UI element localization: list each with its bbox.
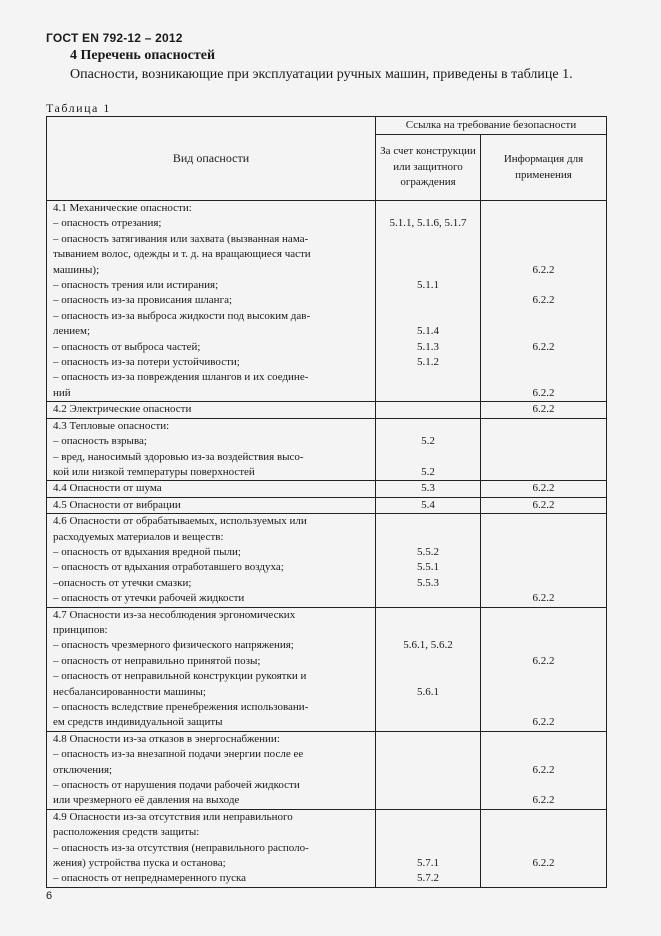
cell-line: – опасность взрыва; [53,435,147,448]
cell-line: 5.7.1 [417,857,439,870]
cell-line [481,434,606,449]
cell-line: 6.2.2 [532,340,555,353]
cell-line [481,732,606,747]
cell-line [376,654,480,669]
cell-line [376,810,480,825]
cell-line: тыванием волос, одежды и т. д. на вращающиеся части [53,248,311,261]
cell-line: 6.2.2 [532,654,555,667]
table-body [47,201,607,888]
info-ref-cell [481,418,607,481]
table-row [47,481,607,497]
cell-line [481,278,606,293]
cell-line: 6.2.2 [532,386,555,399]
cell-line [481,355,606,370]
cell-line [481,778,606,793]
table-row [47,402,607,418]
cell-line [481,638,606,653]
cell-line [481,871,606,886]
design-ref-cell [376,402,481,418]
cell-line [481,465,606,480]
cell-line [481,514,606,529]
page-number: 6 [46,890,53,902]
table-row [47,514,607,607]
table-row [47,418,607,481]
cell-line: – опасность от неправильно принятой позы; [53,654,261,667]
hazard-cell [47,607,376,731]
design-ref-cell [376,514,481,607]
cell-line: 6.2.2 [532,263,555,276]
cell-line: – опасность от непреднамеренного пуска [53,872,247,885]
cell-line: – опасность отрезания; [53,217,162,230]
cell-line: 4.8 Опасности из-за отказов в энергоснабжении: [53,732,280,745]
hazard-cell [47,201,376,402]
cell-line: 5.1.1, 5.1.6, 5.1.7 [389,217,467,230]
cell-line: 5.7.2 [417,872,439,885]
cell-line: – опасность от вдыхания вредной пыли; [53,545,241,558]
cell-line [481,530,606,545]
cell-line [376,530,480,545]
cell-line: – опасность из-за выброса жидкости под высоким дав- [53,309,311,322]
cell-line [376,293,480,308]
cell-line [481,324,606,339]
info-ref-cell [481,607,607,731]
table-row [47,201,607,402]
cell-line: кой или низкой температуры поверхностей [53,465,255,478]
cell-line: 4.2 Электрические опасности [53,403,192,416]
hazard-cell [47,809,376,887]
cell-line: – опасность от неправильной конструкции рукоятки и [53,670,307,683]
table-caption: Таблица 1 [46,101,111,115]
design-ref-cell [376,607,481,731]
cell-line: 5.6.1, 5.6.2 [403,639,453,652]
cell-line [481,608,606,623]
cell-line: несбалансированности машины; [53,685,206,698]
info-ref-cell [481,481,607,497]
cell-line: 5.1.2 [417,355,439,368]
cell-line: 5.5.1 [417,561,439,574]
header-info: Информация для применения [481,135,607,201]
cell-line: – опасность из-за отсутствия (неправильного располо- [53,841,309,854]
design-ref-cell [376,497,481,513]
cell-line: 4.1 Механические опасности: [53,202,192,214]
cell-line: 6.2.2 [532,294,555,307]
cell-line: жения) устройства пуска и останова; [53,857,226,870]
cell-line [376,778,480,793]
cell-line: 4.6 Опасности от обрабатываемых, используемых или [53,515,307,528]
hazard-cell [47,497,376,513]
cell-line: расходуемых материалов и веществ: [53,530,224,543]
cell-line [481,309,606,324]
cell-line [376,514,480,529]
hazard-cell [47,514,376,607]
cell-line [481,825,606,840]
cell-line [376,419,480,434]
info-ref-cell [481,514,607,607]
design-ref-cell [376,481,481,497]
cell-line [481,700,606,715]
cell-line: 5.5.2 [417,545,439,558]
cell-line: 6.2.2 [532,403,555,416]
design-ref-cell [376,809,481,887]
cell-line [376,370,480,385]
cell-line: – опасность из-за внезапной подачи энергии после ее [53,748,304,761]
hazard-cell [47,731,376,809]
cell-line: отключения; [53,763,113,776]
cell-line: – опасность трения или истирания; [53,279,219,292]
intro-paragraph: Опасности, возникающие при эксплуатации ручных машин, приведены в таблице 1. [70,67,573,82]
cell-line [376,309,480,324]
cell-line [376,841,480,856]
cell-line: 5.4 [421,498,435,511]
cell-line [481,370,606,385]
cell-line: – опасность из-за потери устойчивости; [53,356,240,369]
cell-line [481,247,606,262]
cell-line: ний [53,386,71,399]
cell-line: – опасность из-за повреждения шлангов и их соедине- [53,371,309,384]
cell-line: 6.2.2 [532,763,555,776]
cell-line [376,402,480,417]
cell-line: 6.2.2 [532,794,555,807]
cell-line [481,623,606,638]
cell-line [376,247,480,262]
cell-line: 4.3 Тепловые опасности: [53,419,170,432]
cell-line [481,201,606,216]
cell-line: – опасность затягивания или захвата (вызванная нама- [53,232,309,245]
cell-line: – вред, наносимый здоровью из-за воздействия высо- [53,450,304,463]
section-title: 4 Перечень опасностей [70,48,216,63]
cell-line: – опасность от вдыхания отработавшего воздуха; [53,561,284,574]
cell-line [376,591,480,606]
cell-line: 5.6.1 [417,685,439,698]
cell-line: 5.3 [421,482,435,495]
cell-line [376,763,480,778]
cell-line: принципов: [53,623,108,636]
cell-line: 6.2.2 [532,857,555,870]
cell-line: –опасность от утечки смазки; [53,576,192,589]
cell-line: – опасность из-за провисания шланга; [53,294,233,307]
cell-line [376,263,480,278]
cell-line [376,793,480,808]
cell-line [481,419,606,434]
cell-line [481,545,606,560]
cell-line: 6.2.2 [532,592,555,605]
cell-line [481,232,606,247]
cell-line: 5.1.4 [417,325,439,338]
cell-line: – опасность от выброса частей; [53,340,201,353]
design-ref-cell [376,731,481,809]
cell-line: 4.7 Опасности из-за несоблюдения эргономических [53,608,296,621]
header-design: За счет конструкции или защитного ограждения [376,135,481,201]
cell-line [376,608,480,623]
cell-line [481,576,606,591]
hazard-cell [47,402,376,418]
cell-line [481,841,606,856]
cell-line [481,685,606,700]
cell-line: 5.5.3 [417,576,439,589]
cell-line [376,232,480,247]
cell-line: – опасность от нарушения подачи рабочей жидкости [53,779,300,792]
cell-line [481,747,606,762]
cell-line: 6.2.2 [532,498,555,511]
cell-line: 4.5 Опасности от вибрации [53,498,181,511]
cell-line: 5.2 [421,465,435,478]
cell-line: – опасность от утечки рабочей жидкости [53,592,245,605]
cell-line [376,201,480,216]
hazard-cell [47,481,376,497]
cell-line [481,560,606,575]
info-ref-cell [481,809,607,887]
cell-line [376,747,480,762]
cell-line: 4.4 Опасности от шума [53,482,162,495]
table-row [47,731,607,809]
cell-line: 6.2.2 [532,482,555,495]
header-safety-reference: Ссылка на требование безопасности [376,117,607,135]
cell-line: 6.2.2 [532,716,555,729]
cell-line: 5.1.3 [417,340,439,353]
cell-line [481,810,606,825]
cell-line [481,216,606,231]
cell-line: ем средств индивидуальной защиты [53,716,223,729]
cell-line [376,386,480,401]
cell-line: 5.1.1 [417,278,439,291]
hazards-table [46,116,607,888]
cell-line: 5.2 [421,435,435,448]
info-ref-cell [481,201,607,402]
cell-line [481,669,606,684]
cell-line [376,449,480,464]
standard-code: ГОСТ EN 792-12 – 2012 [46,31,183,45]
cell-line: машины); [53,263,100,276]
header-hazard-type: Вид опасности [47,117,376,201]
design-ref-cell [376,418,481,481]
cell-line: – опасность чрезмерного физического напряжения; [53,639,294,652]
hazard-cell [47,418,376,481]
cell-line: расположения средств защиты: [53,826,200,839]
cell-line [376,825,480,840]
info-ref-cell [481,731,607,809]
table-row [47,607,607,731]
cell-line: лением; [53,325,91,338]
table-row [47,809,607,887]
cell-line [376,732,480,747]
table-row [47,497,607,513]
cell-line [376,700,480,715]
cell-line [376,623,480,638]
cell-line: или чрезмерного её давления на выходе [53,794,240,807]
design-ref-cell [376,201,481,402]
cell-line [376,669,480,684]
info-ref-cell [481,402,607,418]
cell-line [376,715,480,730]
cell-line [481,449,606,464]
cell-line: – опасность вследствие пренебрежения использовани- [53,701,309,713]
cell-line: 4.9 Опасности из-за отсутствия или неправильного [53,810,293,823]
info-ref-cell [481,497,607,513]
